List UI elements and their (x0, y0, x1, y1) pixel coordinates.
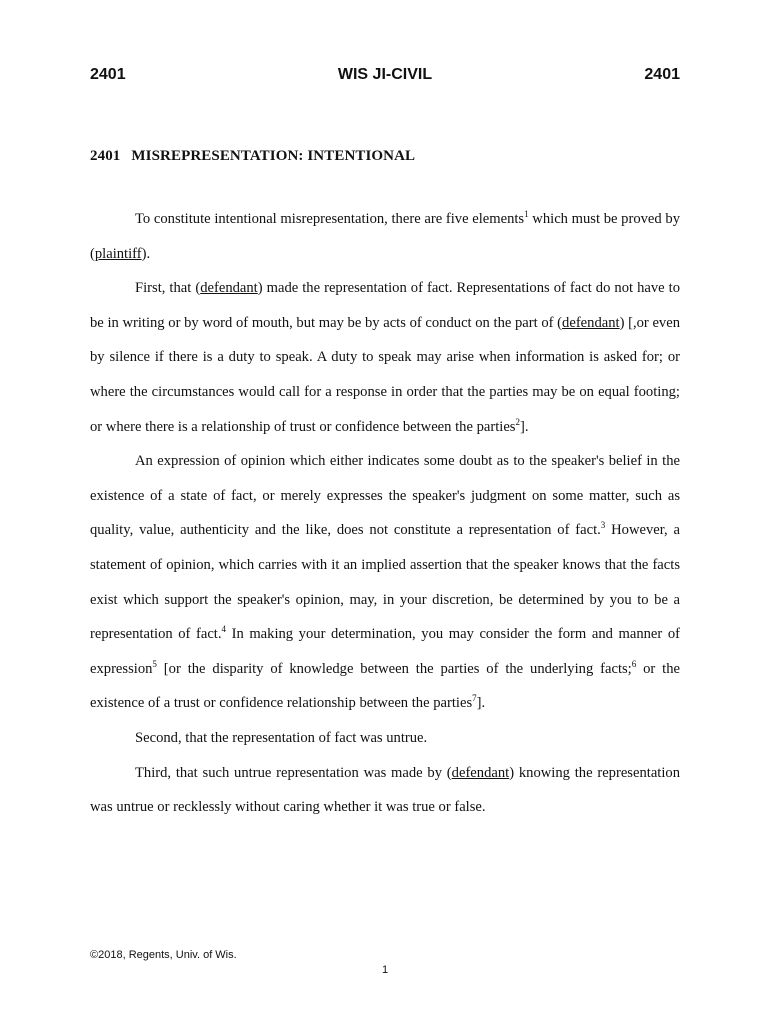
header-left: 2401 (90, 66, 126, 83)
footnote-ref-2: 2 (515, 416, 520, 427)
header-center: WIS JI-CIVIL (337, 66, 433, 83)
text-run: An expression of opinion which either indicates some doubt as to the speaker's belief in the existence of a state of fact, or merely expresses the speaker's judgment on some matter, such as quality, value, authenticity and the like, does not constitute a representation of fact. (90, 453, 680, 539)
paragraph-5 (90, 756, 680, 825)
text-run: ]. (476, 695, 486, 712)
footnote-ref-3: 3 (600, 520, 606, 531)
footnote-ref-5: 5 (152, 658, 157, 669)
footnote-ref-6: 6 (631, 658, 637, 669)
placeholder-defendant: defendant (200, 280, 258, 297)
text-run: ). (141, 245, 151, 262)
text-run: Third, that such untrue representation was made by ( (135, 764, 452, 781)
text-run: ]. (520, 418, 529, 435)
text-run: [or the disparity of knowledge between the parties of the underlying facts; (156, 660, 632, 677)
document-body (90, 202, 680, 825)
text-run: In making your determination, you may consider the form and manner of expression (90, 626, 680, 677)
text-run: ) knowing the representation was untrue or recklessly without caring whether it was true or false. (90, 764, 680, 816)
section-title (90, 148, 415, 165)
text-run: First, that ( (135, 280, 201, 297)
text-run: which must be proved by ( (90, 211, 680, 262)
page-number: 1 (381, 964, 389, 976)
text-run: To constitute intentional misrepresentation, there are five elements (135, 211, 525, 227)
paragraph-4: Second, that the representation of fact was untrue. (135, 729, 428, 746)
placeholder-defendant: defendant (562, 314, 620, 331)
paragraph-3 (90, 444, 680, 721)
section-number: 2401 (90, 148, 121, 164)
header-right: 2401 (644, 66, 680, 83)
placeholder-defendant: defendant (451, 764, 510, 781)
footer-copyright: ©2018, Regents, Univ. of Wis. (90, 949, 237, 961)
footnote-ref-7: 7 (472, 693, 477, 704)
text-run: ) made the representation of fact. Representations of fact do not have to be in writing or by word of mouth, but may be by acts of conduct on the part of ( (90, 280, 680, 331)
footnote-ref-1: 1 (524, 209, 529, 219)
text-run: or the existence of a trust or confidence relationship between the parties (90, 660, 680, 712)
paragraph-1 (90, 202, 680, 271)
text-run: However, a statement of opinion, which carries with it an implied assertion that the speaker knows that the facts exist which support the speaker's opinion, may, in your discretion, be determined by you to be a representation of fact. (90, 522, 680, 643)
text-run: ) [,or even by silence if there is a duty to speak. A duty to speak may arise when information is asked for; or where the circumstances would call for a response in order that the parties may be on equal footing; or where there is a relationship of trust or confidence between the parties (90, 314, 680, 435)
placeholder-plaintiff: plaintiff (94, 245, 142, 262)
paragraph-2 (90, 271, 680, 444)
footnote-ref-4: 4 (221, 624, 226, 635)
section-heading: MISREPRESENTATION: INTENTIONAL (131, 148, 416, 164)
